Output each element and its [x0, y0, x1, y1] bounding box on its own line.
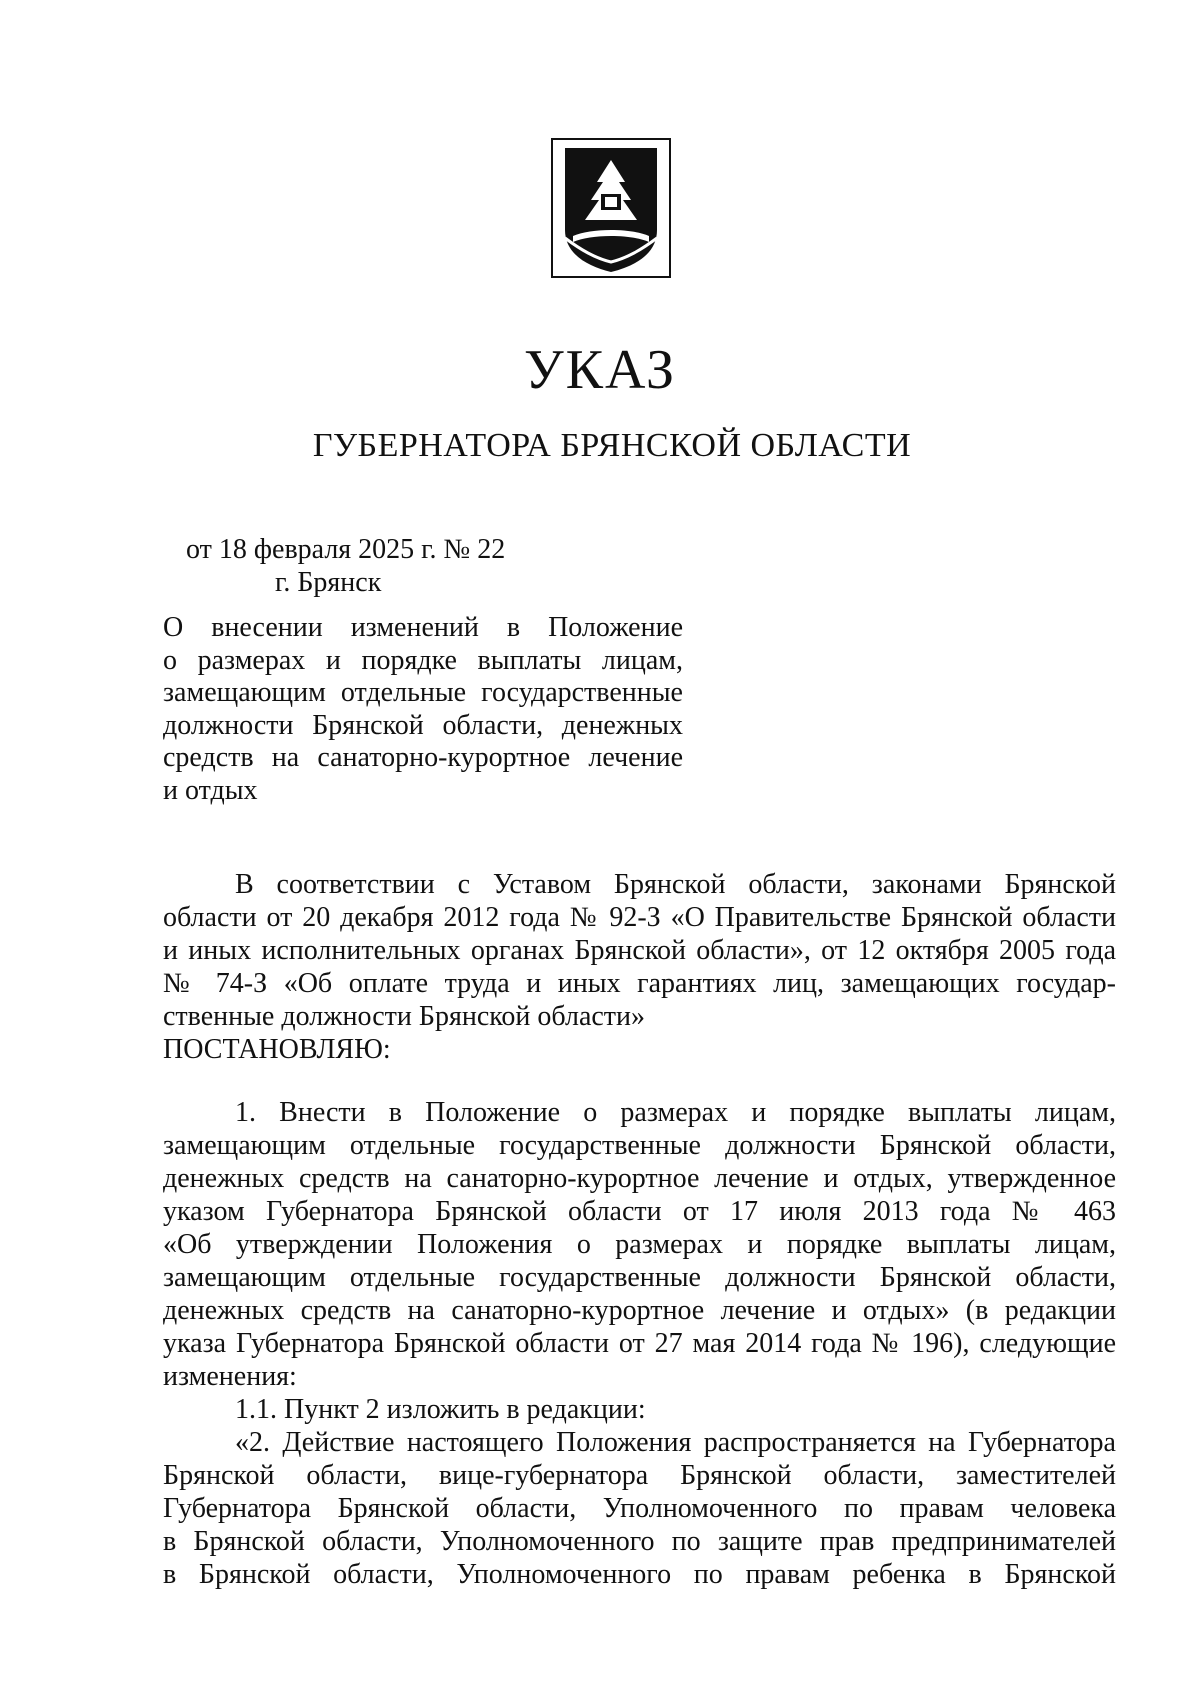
subject-line: средств на санаторно-курортное лечение [163, 742, 683, 773]
item-1-line: денежных средств на санаторно-курортное лечение и отдых, утвержденное [163, 1163, 1116, 1194]
decree-date-number: от 18 февраля 2025 г. № 22 [186, 534, 506, 565]
quote-line: «2. Действие настоящего Положения распространяется на Губернатора [235, 1427, 1116, 1458]
preamble-paragraph [163, 868, 1116, 1033]
item-1-line: «Об утверждении Положения о размерах и порядке выплаты лицам, [163, 1229, 1116, 1260]
quote-line: в Брянской области, Уполномоченного по защите прав предпринимателей [163, 1526, 1116, 1557]
bryansk-coat-of-arms-icon [551, 138, 671, 278]
subject-line: и отдых [163, 774, 258, 806]
item-1-line: указом Губернатора Брянской области от 17 июля 2013 года № 463 [163, 1196, 1116, 1227]
decree-city: г. Брянск [275, 567, 382, 598]
item-1-line: изменения: [163, 1361, 297, 1392]
item-1-line: денежных средств на санаторно-курортное лечение и отдых» (в редакции [163, 1295, 1116, 1326]
document-title: УКАЗ [523, 339, 677, 401]
resolve-heading: ПОСТАНОВЛЯЮ: [163, 1034, 391, 1065]
item-1-line: 1. Внести в Положение о размерах и порядке выплаты лицам, [235, 1097, 1116, 1128]
quote-line: Губернатора Брянской области, Уполномоченного по правам человека [163, 1493, 1116, 1524]
preamble-line: и иных исполнительных органах Брянской области», от 12 октября 2005 года [163, 935, 1116, 966]
subject-line: О внесении изменений в Положение [163, 612, 683, 643]
preamble-line: № 74-З «Об оплате труда и иных гарантиях лиц, замещающих государ- [163, 968, 1116, 999]
item-1-line: указа Губернатора Брянской области от 27 мая 2014 года № 196), следующие [163, 1328, 1116, 1359]
subject-line: замещающим отдельные государственные [163, 677, 683, 708]
decree-subject [163, 612, 683, 807]
preamble-line: ственные должности Брянской области» [163, 1001, 646, 1032]
item-1-line: замещающим отдельные государственные должности Брянской области, [163, 1130, 1116, 1161]
preamble-line: области от 20 декабря 2012 года № 92-З «О Правительстве Брянской области [163, 902, 1116, 933]
subject-line: о размерах и порядке выплаты лицам, [163, 644, 683, 676]
document-subtitle: ГУБЕРНАТОРА БРЯНСКОЙ ОБЛАСТИ [312, 427, 912, 464]
subject-line: должности Брянской области, денежных [163, 709, 683, 741]
item-1-line: замещающим отдельные государственные должности Брянской области, [163, 1262, 1116, 1293]
quote-line: в Брянской области, Уполномоченного по правам ребенка в Брянской [163, 1559, 1116, 1590]
decree-body [163, 868, 1116, 1591]
item-1-1: 1.1. Пункт 2 изложить в редакции: [235, 1394, 646, 1425]
preamble-line: В соответствии с Уставом Брянской области, законами Брянской [235, 869, 1116, 900]
quoted-clause [163, 1426, 1116, 1591]
quote-line: Брянской области, вице-губернатора Брянской области, заместителей [163, 1460, 1116, 1491]
item-1-paragraph [163, 1096, 1116, 1393]
